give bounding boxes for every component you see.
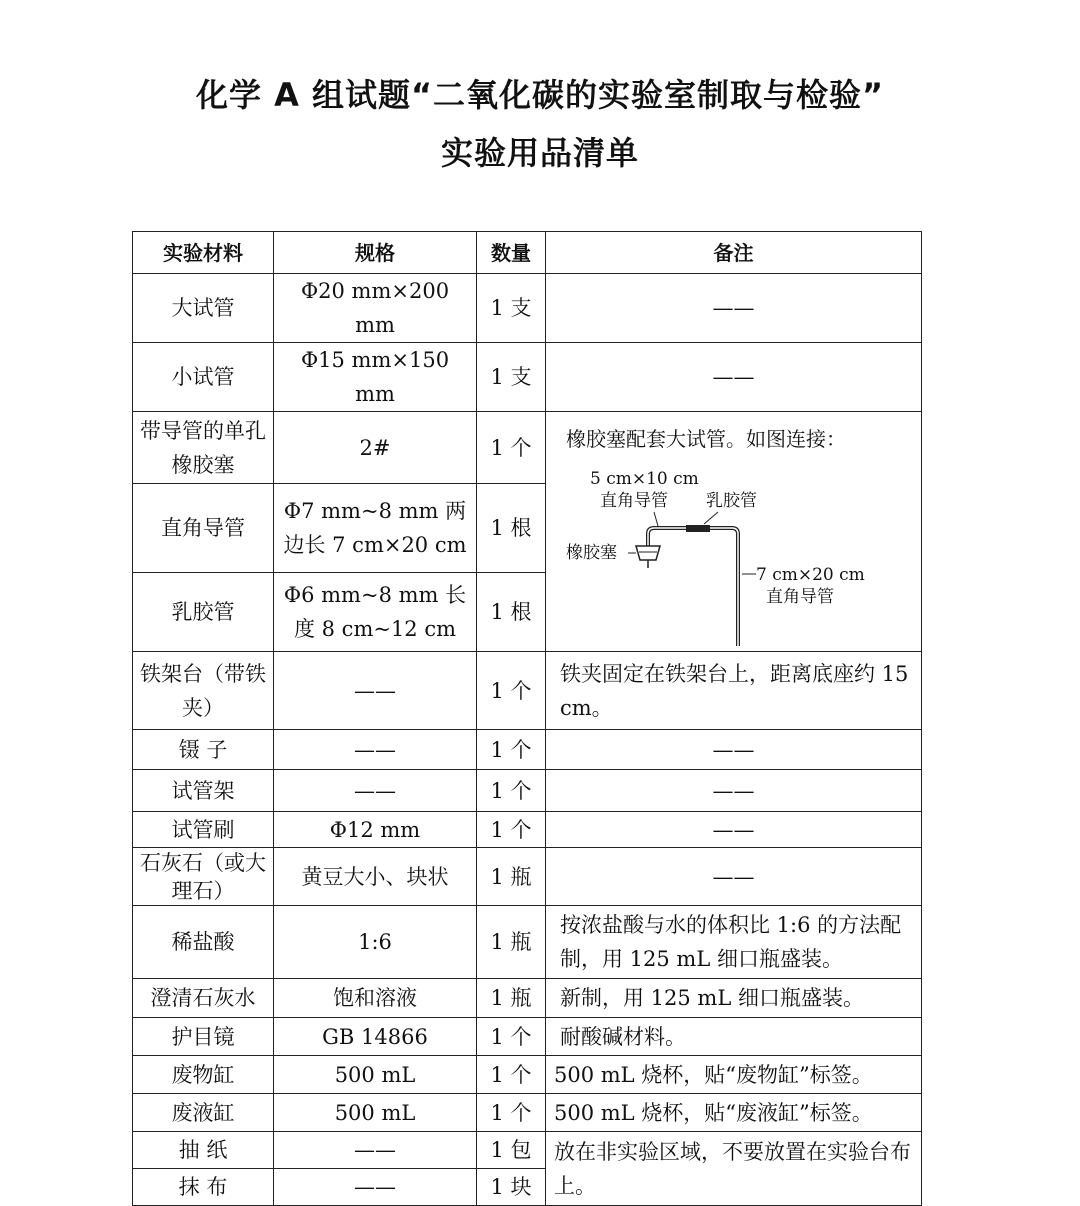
material-name: 带导管的单孔橡胶塞 bbox=[133, 412, 274, 484]
table-row bbox=[133, 770, 922, 812]
label-latex-tube: 乳胶管 bbox=[706, 491, 757, 511]
material-spec: —— bbox=[274, 652, 477, 730]
header-qty: 数量 bbox=[477, 232, 546, 274]
materials-table bbox=[132, 231, 922, 1206]
connection-diagram bbox=[546, 412, 922, 651]
material-qty: 1 根 bbox=[477, 484, 546, 572]
material-name: 抽 纸 bbox=[133, 1132, 274, 1169]
material-name: 废液缸 bbox=[133, 1094, 274, 1132]
material-spec: 1:6 bbox=[274, 906, 477, 979]
material-spec: 500 mL bbox=[274, 1094, 477, 1132]
material-name: 直角导管 bbox=[133, 484, 274, 572]
material-note: —— bbox=[546, 730, 922, 770]
diagram-instruction: 橡胶塞配套大试管。如图连接： bbox=[566, 427, 846, 451]
table-row bbox=[133, 906, 922, 979]
table-row bbox=[133, 848, 922, 906]
material-spec: Φ6 mm~8 mm 长度 8 cm~12 cm bbox=[274, 572, 477, 651]
header-note: 备注 bbox=[546, 232, 922, 274]
material-note: —— bbox=[546, 343, 922, 412]
table-row bbox=[133, 1018, 922, 1056]
material-name: 石灰石（或大理石） bbox=[133, 848, 274, 906]
page-subtitle: 实验用品清单 bbox=[440, 134, 639, 172]
label-tube2-name: 直角导管 bbox=[766, 587, 834, 607]
material-qty: 1 包 bbox=[477, 1132, 546, 1169]
material-qty: 1 个 bbox=[477, 812, 546, 848]
connection-diagram-cell bbox=[546, 412, 922, 652]
material-note: 新制，用 125 mL 细口瓶盛装。 bbox=[546, 979, 922, 1018]
material-qty: 1 瓶 bbox=[477, 906, 546, 979]
table-row bbox=[133, 1056, 922, 1094]
table-row bbox=[133, 812, 922, 848]
table-row bbox=[133, 652, 922, 730]
material-spec: —— bbox=[274, 730, 477, 770]
material-name: 试管刷 bbox=[133, 812, 274, 848]
table-row bbox=[133, 979, 922, 1018]
material-qty: 1 瓶 bbox=[477, 848, 546, 906]
table-row bbox=[133, 274, 922, 343]
material-qty: 1 根 bbox=[477, 572, 546, 651]
material-qty: 1 支 bbox=[477, 343, 546, 412]
label-tube2-size: 7 cm×20 cm bbox=[756, 565, 865, 585]
shared-note-paper-cloth: 放在非实验区域，不要放置在实验台布上。 bbox=[546, 1132, 922, 1206]
material-note: 铁夹固定在铁架台上，距离底座约 15 cm。 bbox=[546, 652, 922, 730]
material-name: 护目镜 bbox=[133, 1018, 274, 1056]
table-row bbox=[133, 412, 922, 484]
label-tube1-size: 5 cm×10 cm bbox=[590, 469, 699, 489]
material-spec: Φ7 mm~8 mm 两边长 7 cm×20 cm bbox=[274, 484, 477, 572]
material-note: —— bbox=[546, 770, 922, 812]
material-note: —— bbox=[546, 812, 922, 848]
material-name: 大试管 bbox=[133, 274, 274, 343]
apparatus-drawing bbox=[546, 412, 922, 651]
header-spec: 规格 bbox=[274, 232, 477, 274]
table-row bbox=[133, 730, 922, 770]
material-qty: 1 个 bbox=[477, 1056, 546, 1094]
material-note: —— bbox=[546, 274, 922, 343]
table-header-row bbox=[133, 232, 922, 274]
material-spec: GB 14866 bbox=[274, 1018, 477, 1056]
material-name: 试管架 bbox=[133, 770, 274, 812]
material-name: 废物缸 bbox=[133, 1056, 274, 1094]
material-name: 澄清石灰水 bbox=[133, 979, 274, 1018]
table-row bbox=[133, 1094, 922, 1132]
material-spec: —— bbox=[274, 770, 477, 812]
material-qty: 1 个 bbox=[477, 652, 546, 730]
material-name: 抹 布 bbox=[133, 1169, 274, 1206]
material-spec: Φ15 mm×150 mm bbox=[274, 343, 477, 412]
material-spec: Φ12 mm bbox=[274, 812, 477, 848]
material-note: 500 mL 烧杯，贴“废物缸”标签。 bbox=[546, 1056, 922, 1094]
label-tube1-name: 直角导管 bbox=[600, 491, 668, 511]
material-note: —— bbox=[546, 848, 922, 906]
material-qty: 1 个 bbox=[477, 770, 546, 812]
material-note: 按浓盐酸与水的体积比 1:6 的方法配制，用 125 mL 细口瓶盛装。 bbox=[546, 906, 922, 979]
material-qty: 1 支 bbox=[477, 274, 546, 343]
material-qty: 1 个 bbox=[477, 1018, 546, 1056]
material-qty: 1 块 bbox=[477, 1169, 546, 1206]
header-material: 实验材料 bbox=[133, 232, 274, 274]
material-qty: 1 个 bbox=[477, 412, 546, 484]
material-note: 500 mL 烧杯，贴“废液缸”标签。 bbox=[546, 1094, 922, 1132]
table-row bbox=[133, 343, 922, 412]
table-row bbox=[133, 1132, 922, 1169]
material-spec: —— bbox=[274, 1132, 477, 1169]
material-qty: 1 瓶 bbox=[477, 979, 546, 1018]
material-name: 乳胶管 bbox=[133, 572, 274, 651]
material-spec: Φ20 mm×200 mm bbox=[274, 274, 477, 343]
material-qty: 1 个 bbox=[477, 1094, 546, 1132]
material-name: 稀盐酸 bbox=[133, 906, 274, 979]
material-spec: 黄豆大小、块状 bbox=[274, 848, 477, 906]
material-note: 耐酸碱材料。 bbox=[546, 1018, 922, 1056]
material-spec: 500 mL bbox=[274, 1056, 477, 1094]
material-spec: —— bbox=[274, 1169, 477, 1206]
material-name: 铁架台（带铁夹） bbox=[133, 652, 274, 730]
material-name: 镊 子 bbox=[133, 730, 274, 770]
material-spec: 饱和溶液 bbox=[274, 979, 477, 1018]
page-title: 化学 A 组试题“二氧化碳的实验室制取与检验” bbox=[195, 76, 885, 114]
material-name: 小试管 bbox=[133, 343, 274, 412]
material-qty: 1 个 bbox=[477, 730, 546, 770]
material-spec: 2# bbox=[274, 412, 477, 484]
label-stopper: 橡胶塞 bbox=[566, 543, 617, 563]
